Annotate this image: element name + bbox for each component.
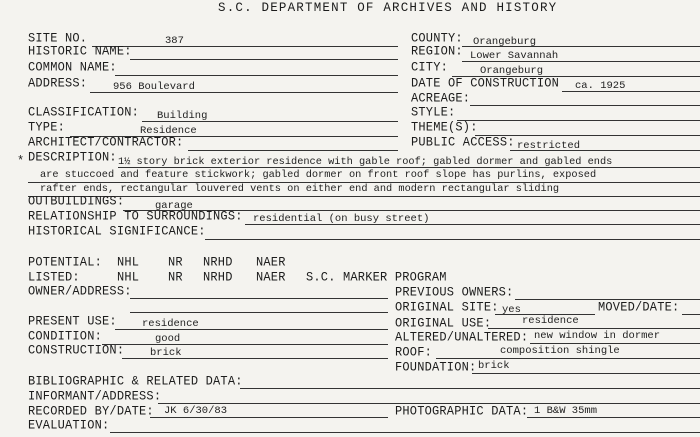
present-use-label: PRESENT USE:	[28, 313, 117, 329]
region-value: Lower Savannah	[470, 50, 559, 62]
description-underline-3	[28, 196, 700, 197]
public-access-line	[510, 150, 700, 151]
bibliographic-line	[240, 388, 700, 389]
recorded-by-value: JK 6/30/83	[164, 405, 228, 417]
present-use-line	[115, 329, 388, 330]
historical-significance-line	[205, 239, 700, 240]
owner-address-line	[130, 298, 388, 299]
listed-naer: NAER	[256, 269, 286, 285]
altered-unaltered-value: new window in dormer	[534, 330, 661, 342]
photographic-data-value: 1 B&W 35mm	[534, 405, 598, 417]
foundation-value: brick	[478, 360, 510, 372]
city-value: Orangeburg	[480, 65, 544, 77]
site-no-value: 387	[165, 35, 184, 47]
altered-unaltered-line	[530, 343, 700, 344]
date-of-construction-value: ca. 1925	[575, 80, 626, 92]
roof-value: composition shingle	[500, 345, 620, 357]
acreage-label: ACREAGE:	[411, 90, 471, 106]
roof-label: ROOF:	[395, 344, 433, 360]
classification-value: Building	[157, 110, 208, 122]
roof-line	[436, 358, 700, 359]
address-label: ADDRESS:	[28, 75, 88, 91]
listed-nhl: NHL	[117, 269, 140, 285]
themes-label: THEME(S):	[411, 119, 478, 135]
original-site-value: yes	[502, 304, 521, 316]
style-line	[457, 120, 700, 121]
relationship-line	[245, 224, 700, 225]
historic-name-line	[130, 59, 398, 60]
moved-date-label: MOVED/DATE:	[598, 299, 680, 315]
foundation-line	[472, 373, 700, 374]
photographic-data-label: PHOTOGRAPHIC DATA:	[395, 403, 529, 419]
type-value: Residence	[140, 125, 197, 137]
listed-nrhd: NRHD	[203, 269, 233, 285]
original-use-value: residence	[522, 315, 579, 327]
relationship-label: RELATIONSHIP TO SURROUNDINGS:	[28, 208, 243, 224]
present-use-value: residence	[142, 318, 199, 330]
historical-significance-label: HISTORICAL SIGNIFICANCE:	[28, 223, 206, 239]
county-value: Orangeburg	[473, 36, 537, 48]
description-label: DESCRIPTION:	[28, 149, 117, 165]
common-name-line	[115, 75, 398, 76]
potential-nhl: NHL	[117, 254, 140, 270]
description-underline-1	[118, 167, 700, 168]
construction-value: brick	[150, 347, 182, 359]
style-label: STYLE:	[411, 104, 456, 120]
evaluation-label: EVALUATION:	[28, 417, 110, 433]
description-line-2: are stuccoed and feature stickwork; gabled dormer on front roof slope has purlins, exposed	[40, 169, 597, 181]
condition-line	[102, 344, 388, 345]
outbuildings-label: OUTBUILDINGS:	[28, 193, 125, 209]
address-value: 956 Boulevard	[113, 81, 195, 93]
owner-address-line-2	[130, 312, 388, 313]
potential-naer: NAER	[256, 254, 286, 270]
foundation-label: FOUNDATION:	[395, 359, 477, 375]
photographic-data-line	[527, 417, 700, 418]
potential-label: POTENTIAL:	[28, 254, 103, 270]
recorded-by-line	[150, 417, 388, 418]
classification-label: CLASSIFICATION:	[28, 104, 140, 120]
original-use-label: ORIGINAL USE:	[395, 315, 492, 331]
original-site-label: ORIGINAL SITE:	[395, 299, 499, 315]
type-label: TYPE:	[28, 119, 66, 135]
county-line	[462, 46, 700, 47]
condition-value: good	[155, 333, 181, 345]
site-no-line	[92, 46, 398, 47]
evaluation-line	[110, 432, 700, 433]
county-label: COUNTY:	[411, 30, 463, 46]
moved-date-line	[682, 314, 700, 315]
date-of-construction-label: DATE OF CONSTRUCTION	[411, 75, 560, 91]
site-no-label: SITE NO.	[28, 30, 88, 46]
condition-label: CONDITION:	[28, 328, 103, 344]
altered-unaltered-label: ALTERED/UNALTERED:	[395, 329, 529, 345]
region-label: REGION:	[411, 43, 463, 59]
description-line-1: 1½ story brick exterior residence with gable roof; gabled dormer and gabled ends	[118, 156, 613, 168]
common-name-label: COMMON NAME:	[28, 59, 117, 75]
architect-label: ARCHITECT/CONTRACTOR:	[28, 134, 184, 150]
listed-label: LISTED:	[28, 269, 80, 285]
original-use-line	[488, 328, 700, 329]
recorded-by-label: RECORDED BY/DATE:	[28, 403, 154, 419]
relationship-value: residential (on busy street)	[253, 213, 430, 225]
date-of-construction-line	[562, 91, 700, 92]
historic-name-label: HISTORIC NAME:	[28, 43, 132, 59]
region-line	[462, 61, 700, 62]
potential-nrhd: NRHD	[203, 254, 233, 270]
public-access-value: restricted	[517, 140, 581, 152]
classification-line	[142, 121, 398, 122]
potential-nr: NR	[168, 254, 183, 270]
address-line	[90, 92, 398, 93]
construction-label: CONSTRUCTION:	[28, 342, 125, 358]
public-access-label: PUBLIC ACCESS:	[411, 134, 515, 150]
previous-owners-label: PREVIOUS OWNERS:	[395, 284, 514, 300]
informant-label: INFORMANT/ADDRESS:	[28, 388, 162, 404]
form-title: S.C. DEPARTMENT OF ARCHIVES AND HISTORY	[218, 1, 558, 15]
bibliographic-label: BIBLIOGRAPHIC & RELATED DATA:	[28, 373, 243, 389]
listed-nr: NR	[168, 269, 183, 285]
description-line-3: rafter ends, rectangular louvered vents on either end and modern rectangular sliding	[40, 183, 560, 195]
description-marker: *	[17, 153, 25, 169]
outbuildings-value: garage	[155, 200, 193, 212]
construction-line	[122, 358, 388, 359]
sc-marker-program-label: S.C. MARKER PROGRAM	[306, 269, 447, 285]
acreage-line	[470, 105, 700, 106]
architect-line	[188, 150, 398, 151]
owner-address-label: OWNER/ADDRESS:	[28, 283, 132, 299]
city-label: CITY:	[411, 59, 449, 75]
